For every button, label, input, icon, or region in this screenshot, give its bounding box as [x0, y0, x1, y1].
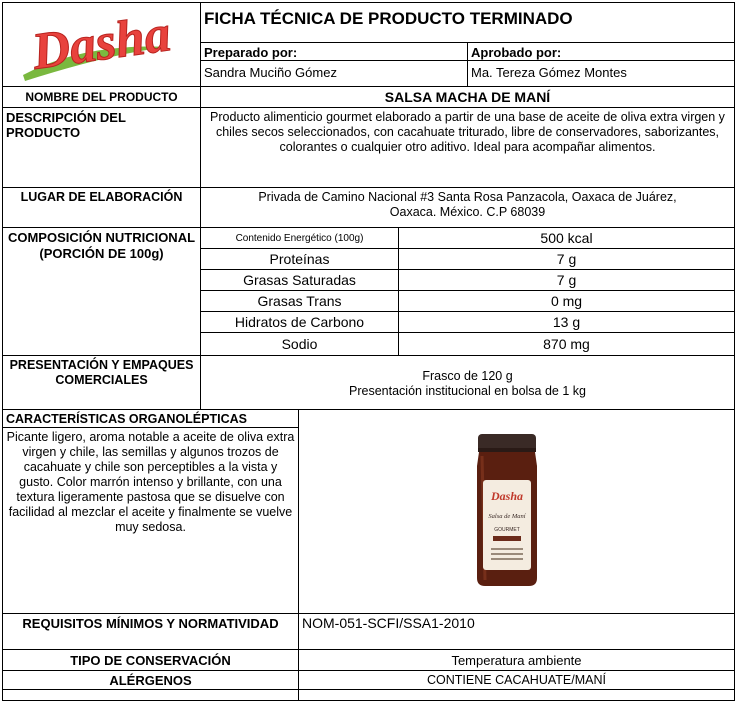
jar-brand: Dasha	[490, 489, 524, 503]
allergens-label: ALÉRGENOS	[2, 670, 299, 690]
product-name-value: SALSA MACHA DE MANÍ	[200, 86, 735, 108]
approved-label: Aprobado por:	[467, 42, 735, 61]
allergens-value: CONTIENE CACAHUATE/MANÍ	[298, 670, 735, 690]
requirements-value: NOM-051-SCFI/SSA1-2010	[298, 613, 735, 650]
requirements-label: REQUISITOS MÍNIMOS Y NORMATIVIDAD	[2, 613, 299, 650]
presentation-value	[200, 355, 735, 410]
nutrition-name: Contenido Energético (100g)	[200, 227, 399, 249]
conservation-label: TIPO DE CONSERVACIÓN	[2, 649, 299, 671]
nutrition-value: 7 g	[398, 248, 735, 270]
presentation-line-2: Presentación institucional en bolsa de 1 kg	[349, 384, 586, 398]
description-label: DESCRIPCIÓN DEL PRODUCTO	[2, 107, 201, 188]
place-line-1: Privada de Camino Nacional #3 Santa Rosa Panzacola, Oaxaca de Juárez,	[258, 190, 677, 204]
technical-sheet	[2, 2, 735, 702]
prepared-label: Preparado por:	[200, 42, 468, 61]
next-row-label	[2, 689, 299, 701]
nutrition-name: Hidratos de Carbono	[200, 311, 399, 333]
nutrition-value: 0 mg	[398, 290, 735, 312]
presentation-line-1: Frasco de 120 g	[422, 369, 513, 383]
sheet-title: FICHA TÉCNICA DE PRODUCTO TERMINADO	[200, 2, 735, 43]
description-value: Producto alimenticio gourmet elaborado a partir de una base de aceite de oliva extra virgen y chiles secos seleccionados, con cacahuate triturado, libre de conservadores, saborizantes, colorantes o cualquier otro aditivo. Ideal para acompañar alimentos.	[200, 107, 735, 188]
nutrition-name: Sodio	[200, 332, 399, 356]
nutrition-value: 500 kcal	[398, 227, 735, 249]
nutrition-value: 870 mg	[398, 332, 735, 356]
next-row-value	[298, 689, 735, 701]
approved-value: Ma. Tereza Gómez Montes	[467, 60, 735, 87]
jar-name: Salsa de Maní	[488, 513, 526, 520]
organoleptic-value: Picante ligero, aroma notable a aceite de oliva extra virgen y chile, las semillas y algunos trozos de cacahuate y chile son perceptibles a la vista y gusto. Color marrón intenso y brillante, con una textura ligeramente pastosa que se disuelve con facilidad al mezclar el aceite y finalmente se vuelve muy sedosa.	[2, 427, 299, 614]
logo-cell	[2, 2, 201, 87]
nutrition-value: 13 g	[398, 311, 735, 333]
nutrition-name: Grasas Saturadas	[200, 269, 399, 291]
conservation-value: Temperatura ambiente	[298, 649, 735, 671]
nutrition-value: 7 g	[398, 269, 735, 291]
place-label: LUGAR DE ELABORACIÓN	[2, 187, 201, 228]
organoleptic-label: CARACTERÍSTICAS ORGANOLÉPTICAS	[2, 409, 299, 428]
presentation-label: PRESENTACIÓN Y EMPAQUES COMERCIALES	[2, 355, 201, 410]
prepared-value: Sandra Muciño Gómez	[200, 60, 468, 87]
place-line-2: Oaxaca. México. C.P 68039	[389, 205, 546, 219]
logo-text: Dasha	[28, 5, 175, 81]
nutrition-name: Proteínas	[200, 248, 399, 270]
jar-style: GOURMET	[494, 527, 520, 533]
product-photo-cell	[298, 409, 735, 614]
product-name-label: NOMBRE DEL PRODUCTO	[2, 86, 201, 108]
nutrition-label: COMPOSICIÓN NUTRICIONAL (PORCIÓN DE 100g)	[2, 227, 201, 356]
brand-logo	[3, 3, 201, 87]
sauce-jar-image	[299, 410, 735, 614]
nutrition-name: Grasas Trans	[200, 290, 399, 312]
place-value	[200, 187, 735, 228]
